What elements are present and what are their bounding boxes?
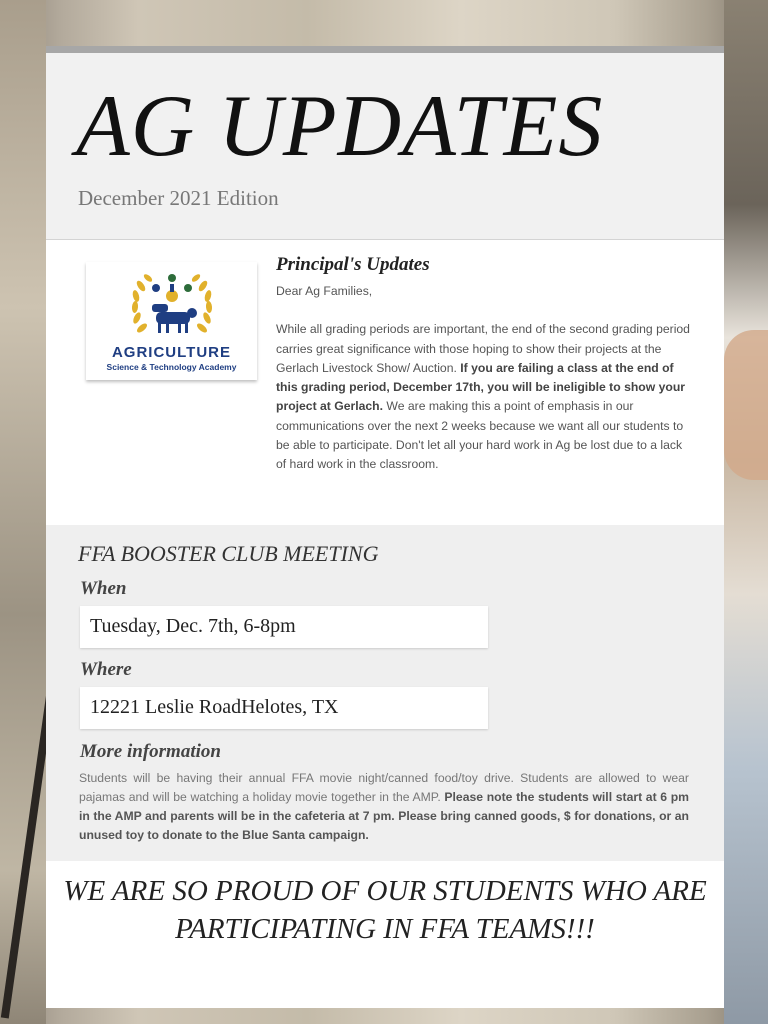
principal-paragraph-end: We are making this a point of emphasis in our communications over the next 2 weeks because we want all our students to be able to participate. Don't let all your hard work in Ag be lost due to a lack of hard work in the classroom.: [276, 399, 684, 472]
when-label: When: [80, 578, 127, 599]
principal-paragraph-bold: If you are failing a class at the end of this grading period, December 17th, you will be ineligible to show your project at Gerlach.: [276, 360, 686, 414]
when-box: [80, 606, 488, 648]
wreath-icon: [112, 266, 232, 346]
logo-subtitle: Science & Technology Academy: [106, 362, 237, 372]
principal-text-block: [276, 254, 690, 475]
background-photo-left: [0, 0, 46, 1024]
more-info-body: Students will be having their annual FFA movie night/canned food/toy drive. Students are allowed to wear pajamas and will be watching a holiday movie together in the AMP.: [79, 771, 689, 804]
academy-logo: [86, 262, 257, 380]
edition-label: December 2021 Edition: [78, 186, 279, 210]
newsletter-header: [46, 53, 724, 240]
ffa-meeting-title: FFA BOOSTER CLUB MEETING: [78, 541, 379, 566]
background-photo-right: [724, 0, 768, 1024]
newsletter-card: [46, 46, 724, 1008]
more-info-label: More information: [80, 741, 221, 762]
principal-paragraph-start: While all grading periods are important, the end of the second grading period carries great significance with those hoping to show their projects at the Gerlach Livestock Show/ Auction.: [276, 322, 690, 375]
when-value: Tuesday, Dec. 7th, 6-8pm: [90, 615, 296, 637]
newsletter-title: AG UPDATES: [76, 78, 604, 175]
card-top-bar: [46, 46, 724, 53]
where-value: 12221 Leslie RoadHelotes, TX: [90, 696, 339, 718]
more-info-bold: Please note the students will start at 6 pm in the AMP and parents will be in the cafeteria at 7 pm. Please bring canned goods, $ for donations, or an unused toy to donate to the Blue Santa campaign.: [79, 790, 689, 842]
background-person-arm: [724, 330, 768, 480]
closing-message: WE ARE SO PROUD OF OUR STUDENTS WHO ARE PARTICIPATING IN FFA TEAMS!!!: [63, 875, 707, 945]
logo-word: AGRICULTURE: [111, 344, 232, 361]
more-info-text: [79, 769, 689, 845]
principal-updates-section: [46, 240, 724, 526]
principal-greeting: Dear Ag Families,: [276, 284, 373, 298]
where-label: Where: [80, 659, 132, 680]
principal-heading: Principal's Updates: [276, 254, 430, 275]
where-box: [80, 687, 488, 729]
ffa-booster-section: [46, 525, 724, 861]
principal-paragraph: [276, 320, 690, 474]
